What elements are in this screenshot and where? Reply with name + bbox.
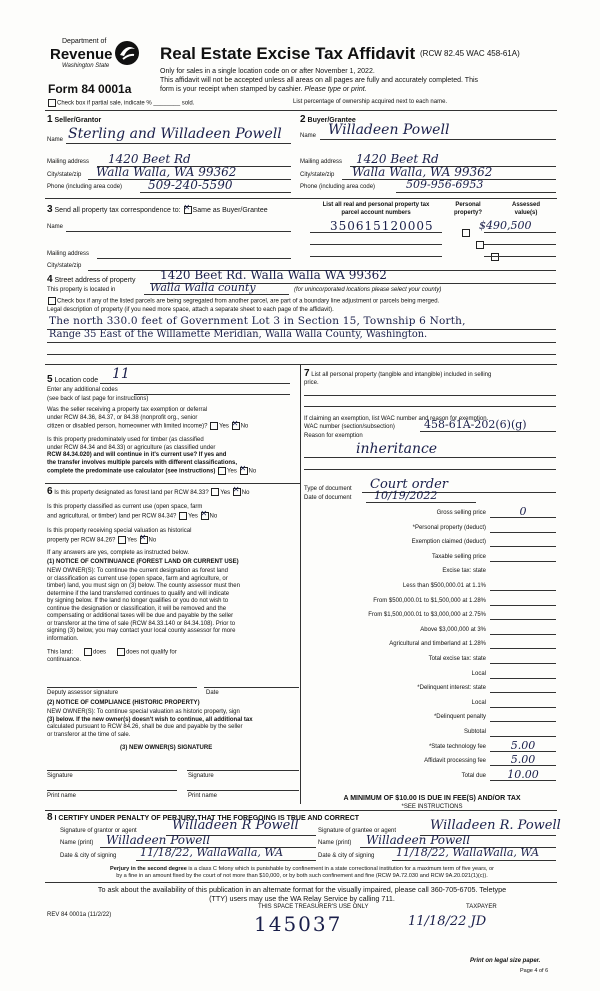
street-label: 4 Street address of property [47,274,136,285]
tax-row [304,700,486,708]
wac-label: WAC number (section/subsection) [304,424,395,430]
stamp-number: 145037 [254,912,343,936]
assessed-value[interactable]: $490,500 [479,219,532,232]
county-label: This property is located in [47,287,116,293]
new-owner-print-2: Print name [188,793,218,799]
legal-label: Legal description of property (if you need more space, attach a separate sheet to each page of the affidavit). [47,307,334,313]
parcel-number[interactable]: 350615120005 [330,219,434,233]
tax-row [304,583,486,591]
wac-number[interactable]: 458-61A-202(6)(g) [424,418,527,431]
treasurer-label: THIS SPACE TREASURER'S USE ONLY [258,904,369,910]
reason-label: Reason for exemption [304,433,363,439]
tax-row [304,714,486,722]
grantee-date[interactable]: 11/18/22, WallaWalla, WA [396,846,540,859]
tax-row-label: Local [471,670,486,677]
sec3-mail-label: Mailing address [47,251,90,257]
buyer-name[interactable]: Willadeen Powell [328,122,450,138]
seller-name[interactable]: Sterling and Willadeen Powell [68,126,282,142]
buyer-name-label: Name [300,133,317,139]
tax-row-label: Total excise tax: state [428,656,486,662]
tax-row-label: Affidavit processing fee [424,758,486,765]
dor-logo [48,38,148,80]
tax-row-value[interactable]: 5.00 [510,738,536,752]
doc-type[interactable]: Court order [370,477,448,492]
grantor-date-label: Date & city of signing [60,853,117,859]
q1-yes-checkbox[interactable] [210,422,218,430]
form-title: Real Estate Excise Tax Affidavit [160,44,416,63]
current-use-question: Is this property classified as current use (open space, farm and agricultural, or timber) land per RCW 84.34? Yes ✕ No [47,504,299,521]
tax-row-label: Agricultural and timberland at 1.28% [389,641,486,648]
tax-row-label: *State technology fee [428,743,486,750]
location-code[interactable]: 11 [112,366,130,382]
grantee-signature[interactable]: Willadeen R. Powell [430,818,561,833]
segregated-checkbox[interactable] [48,297,56,305]
tax-row-label: Local [471,699,486,706]
notice1-title: (1) NOTICE OF CONTINUANCE (FOREST LAND OR CURRENT USE) [47,559,239,565]
deputy-date-label: Date [206,690,219,696]
tax-row-label: From $1,500,000.01 to $3,000,000 at 2.75% [368,612,486,619]
grantee-sig-label: Signature of grantee or agent [318,828,397,834]
tax-row [304,568,486,576]
tax-row [304,685,486,693]
tax-row [304,510,486,518]
form-rcw: (RCW 82.45 WAC 458-61A) [420,49,520,58]
intro-line-1: Only for sales in a single location code on or after November 1, 2022. [160,68,375,75]
exemption-question: Was the seller receiving a property tax exemption or deferral under RCW 84.36, 84.37, or 84.38 (nonprofit org., senior citizen or disabled person, homeowner with limited income)? Yes ✕ No [47,407,297,431]
continuance-label: continuance. [47,657,82,663]
segregated-note: Check box if any of the listed parcels are being segregated from another parcel, are part of a boundary line adjustment or parcels being merged. [47,297,439,306]
buyer-mail-label: Mailing address [300,159,343,165]
personal-property-label: 7 List all personal property (tangible and intangible) included in selling price. [304,368,492,386]
seller-phone[interactable]: 509-240-5590 [148,178,233,192]
grantee-date-label: Date & city of signing [318,853,375,859]
tax-row-label: Subtotal [463,729,486,735]
tax-row [304,744,486,752]
tax-row [304,612,486,620]
see-instructions: *SEE INSTRUCTIONS [401,804,463,810]
tax-row-label: *Delinquent penalty [433,714,486,721]
tax-row [304,758,486,766]
tax-row-value[interactable]: 5.00 [510,753,536,767]
sec3-city-label: City/state/zip [47,263,82,269]
tax-row [304,539,486,547]
tax-row-label: From $500,000.01 to $1,500,000 at 1.28% [373,597,486,604]
same-as-buyer-checkbox[interactable] [184,206,192,214]
tax-row-label: *Personal property (deduct) [412,524,486,531]
hist-no-checkbox[interactable] [140,536,148,544]
does-checkbox[interactable] [84,648,92,656]
dor-swoosh-icon [114,40,140,66]
hist-yes-checkbox[interactable] [118,536,126,544]
exempt-instructions: If claiming an exemption, list WAC number and reason for exemption. [304,416,489,422]
tax-row [304,627,486,635]
county-note: (for unincorporated locations please select your county) [294,287,442,293]
grantor-name[interactable]: Willadeen Powell [106,833,211,847]
state-label: Washington State [62,63,110,69]
q2-no-checkbox[interactable] [240,467,248,475]
tax-row-label: Total due [461,772,486,779]
notice2-body: NEW OWNER(S): To continue special valuation as historic property, sign (3) below. If the new owner(s) doesn't wish to continue, all additional tax calculated pursuant to RCW 84.26, shall be due and payable by the seller or transferor at the time of sale. [47,709,253,738]
new-owner-sig-1: Signature [47,773,73,779]
new-owner-print-1: Print name [47,793,77,799]
grantor-name-label: Name (print) [60,840,94,846]
timber-question: Is this property predominately used for timber (as classified under RCW 84.34 and 84.33) or agriculture (as classified under RCW 84.34.020) and will continue in it's current use? If yes and the transfer involves multiple parcels with different classifications, complete the predominate use calculator (see instructions) Yes ✕ No [47,437,299,476]
partial-sale-checkbox[interactable] [48,99,56,107]
print-legal-note: Print on legal size paper. [470,958,541,964]
this-land-row: This land: does does not qualify for [47,649,177,656]
grantor-sig-label: Signature of grantor or agent [60,828,137,834]
rev-number: REV 84 0001a (11/2/22) [47,912,112,918]
q1-no-checkbox[interactable] [232,422,240,430]
tax-row [304,641,486,649]
doc-date[interactable]: 10/19/2022 [374,489,438,502]
seller-mail-label: Mailing address [47,159,90,165]
partial-sale: Check box if partial sale, indicate % ________ sold. [47,99,194,108]
seller-heading: 1 Seller/Grantor [47,114,102,125]
county[interactable]: Walla Walla county [150,281,256,294]
parcel-header: List all real and personal property tax parcel account numbers [322,202,430,216]
exempt-reason[interactable]: inheritance [356,441,438,457]
assessed-header: Assessed value(s) [511,202,541,216]
cu-no-checkbox[interactable] [201,512,209,520]
deputy-sig-label: Deputy assessor signature [47,690,119,696]
sec3-name-label: Name [47,224,64,230]
legal-line-1[interactable]: The north 330.0 feet of Government Lot 3 in Section 15, Township 6 North, [49,315,466,327]
seller-city-label: City/state/zip [47,172,82,178]
tax-row-label: Less than $500,000.01 at 1.1% [402,583,486,589]
doc-type-label: Type of document [304,486,352,492]
tax-row-value[interactable]: 0 [519,505,527,518]
stamp-date: 11/18/22 JD [408,914,487,929]
new-owner-sig-2: Signature [188,773,214,779]
new-owner-sig-title: (3) NEW OWNER(S) SIGNATURE [120,745,213,751]
intro-line-3: form is your receipt when stamped by cashier. Please type or print. [160,86,367,93]
grantee-name-label: Name (print) [318,840,352,846]
form-number: Form 84 0001a [48,82,132,96]
notice2-title: (2) NOTICE OF COMPLIANCE (HISTORIC PROPERTY) [47,700,200,706]
historic-question: Is this property receiving special valuation as historical property per RCW 84.26? Yes ✕ No [47,528,299,545]
buyer-city-label: City/state/zip [300,172,335,178]
tax-row-label: Exemption claimed (deduct) [411,539,486,546]
buyer-city[interactable]: Walla Walla, WA 99362 [352,165,493,179]
tax-row-label: Gross selling price [436,510,486,516]
buyer-mail[interactable]: 1420 Beet Rd [356,152,439,166]
grantor-date[interactable]: 11/18/22, WallaWalla, WA [140,846,284,859]
forest-yes-checkbox[interactable] [211,488,219,496]
intro-line-2: This affidavit will not be accepted unless all areas on all pages are fully and accurately completed. This [160,77,479,84]
tax-row-label: Taxable selling price [431,553,486,560]
certify-statement: 8 I CERTIFY UNDER PENALTY OF PERJURY THAT THE FOREGOING IS TRUE AND CORRECT [47,812,360,823]
seller-city[interactable]: Walla Walla, WA 99362 [96,165,237,179]
tax-row [304,729,486,737]
legal-line-2[interactable]: Range 35 East of the Willamette Meridian, Walla Walla County, Washington. [49,329,428,340]
seller-name-label: Name [47,137,64,143]
taxpayer-label: TAXPAYER [466,904,497,910]
tax-row-value[interactable]: 10.00 [507,767,539,781]
tax-row [304,554,486,562]
personal-header: Personal property? [453,202,482,216]
ownership-note: List percentage of ownership acquired next to each name. [293,99,448,105]
forest-question: 6 Is this property designated as forest land per RCW 84.33? Yes ✕ No [47,488,299,498]
personal-checkbox-1[interactable] [462,229,470,237]
buyer-phone[interactable]: 509-956-6953 [406,178,484,191]
see-back-note: (see back of last page for instructions) [47,396,149,402]
notice1-body: NEW OWNER(S): To continue the current designation as forest land or classification as current use (open space, farm and agriculture, or timber) land, you must sign on (3) below. The county assessor must then determine if the land transferred continues to qualify and will indicate by signing below. If the land no longer qualifies or you do not wish to continue the designation or classification, it will be removed and the compensating or additional taxes will be due and payable by the seller or transferor at the time of sale (RCW 84.33.140 or 84.34.108). Prior to signing (3) below, you may contact your local county assessor for more information. [47,568,240,642]
dept-label: Department of [62,38,107,45]
loc-code-label: 5 Location code [47,374,99,385]
grantor-signature[interactable]: Willadeen R Powell [172,818,299,833]
tax-row [304,598,486,606]
tax-row [304,656,486,664]
tax-row-label: *Delinquent interest: state [417,685,486,692]
perjury-note: Perjury in the second degree is a class C felony which is punishable by confinement in a state correctional institution for a maximum term of five years, or by a fine in an amount fixed by the court of not more than $10,000, or by both such confinement and fine (RCW 9A.72.030 and RCW 9A.20.021(1)(c)). [110,866,494,879]
q2-yes-checkbox[interactable] [218,467,226,475]
does-not-checkbox[interactable] [117,648,125,656]
forest-no-checkbox[interactable] [233,488,241,496]
seller-mail[interactable]: 1420 Beet Rd [108,152,191,166]
tax-row-label: Excise tax: state [442,568,486,575]
tax-row-label: Above $3,000,000 at 3% [420,626,486,633]
grantee-name[interactable]: Willadeen Powell [366,833,471,847]
tax-row [304,671,486,679]
buyer-phone-label: Phone (including area code) [300,184,376,190]
revenue-label: Revenue [50,46,113,63]
page-number: Page 4 of 6 [520,968,549,974]
tax-row [304,773,486,781]
minimum-fee-note: A MINIMUM OF $10.00 IS DUE IN FEE(S) AND/OR TAX [343,795,521,802]
if-any-note: If any answers are yes, complete as instructed below. [47,550,190,556]
buyer-heading: 2 Buyer/Grantee [300,114,356,125]
cu-yes-checkbox[interactable] [179,512,187,520]
sec3-label: 3 Send all property tax correspondence to: ✕ Same as Buyer/Grantee [47,206,268,216]
accessibility-note: To ask about the availability of this publication in an alternate format for the visually impaired, please call 360-705-6705. Teletype (TTY) users may use the WA Relay Service by calling 711. [97,885,507,903]
tax-row [304,525,486,533]
seller-phone-label: Phone (including area code) [47,184,123,190]
street-address[interactable]: 1420 Beet Rd. Walla Walla WA 99362 [160,268,387,282]
enter-codes-label: Enter any additional codes [47,387,118,393]
doc-date-label: Date of document [304,495,352,501]
